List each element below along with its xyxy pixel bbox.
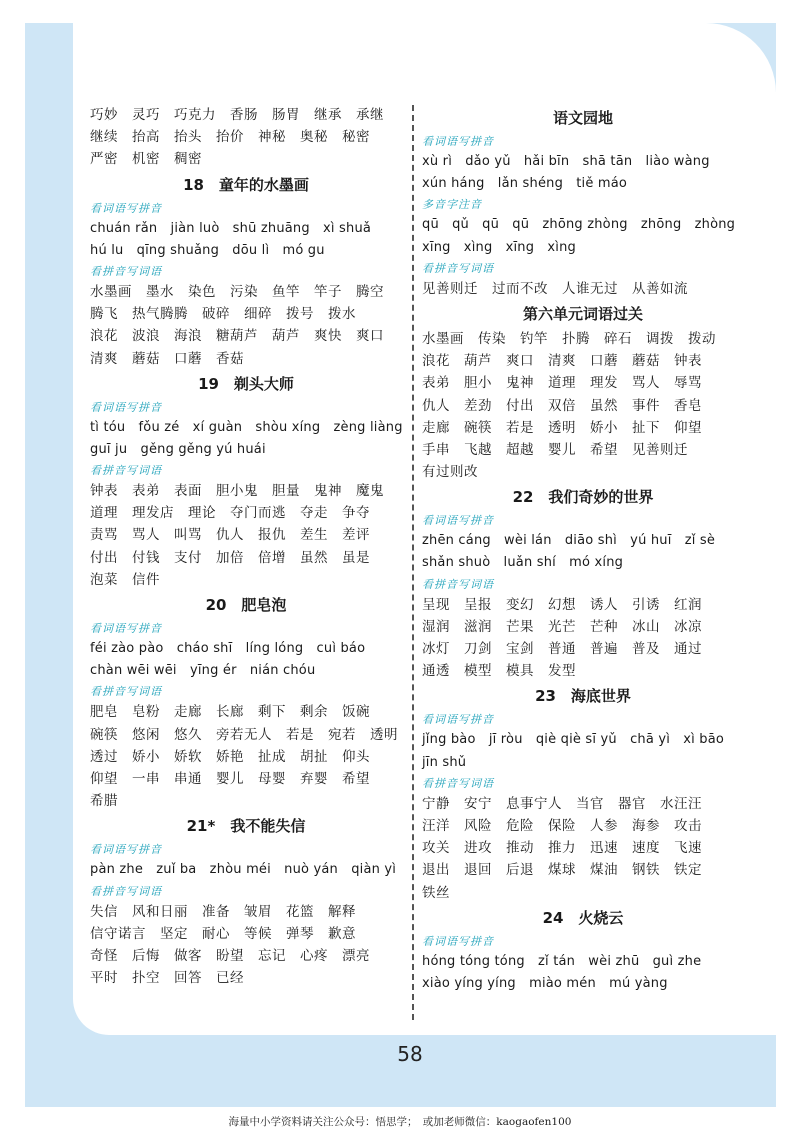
word-line: 有过则改 [422,464,478,481]
pinyin-line: xún háng lǎn shéng tiě máo [422,176,628,192]
word-line: 透过 娇小 娇软 娇艳 扯成 胡扯 仰头 [90,748,370,765]
exercise-subheading: 看拼音写词语 [90,884,162,898]
exercise-subheading: 看词语写拼音 [422,934,494,948]
lesson-heading: 19 剃头大师 [198,374,294,393]
word-line: 责骂 骂人 叫骂 仇人 报仇 差生 差评 [90,527,370,544]
word-line: 攻关 进攻 推动 推力 迅速 速度 飞速 [422,840,702,857]
pinyin-line: xù rì dǎo yǔ hǎi bīn shā tān liào wàng [422,154,710,169]
lesson-heading: 23 海底世界 [535,687,631,706]
word-line: 铁丝 [422,884,450,901]
word-line: 碗筷 悠闲 悠久 旁若无人 若是 宛若 透明 [90,726,398,743]
word-line: 道理 理发店 理论 夺门而逃 夺走 争夺 [90,505,370,522]
pinyin-line: guī ju gěng gěng yú huái [90,441,266,457]
exercise-subheading: 看拼音写词语 [422,261,494,275]
word-line: 冰灯 刀剑 宝剑 普通 普遍 普及 通过 [422,641,702,657]
pinyin-line: qū qǔ qū qū zhōng zhòng zhōng zhòng [422,217,736,233]
word-line: 希腊 [90,793,118,810]
exercise-subheading: 多音字注音 [422,198,482,212]
word-line: 巧妙 灵巧 巧克力 香肠 肠胃 继承 承继 [90,107,384,123]
word-line: 宁静 安宁 息事宁人 当官 器官 水汪汪 [422,795,702,812]
pinyin-line: tì tóu fǒu zé xí guàn shòu xíng zèng liàng [90,419,403,435]
pinyin-line: jǐng bào jī ròu qiè qiè sī yǔ chā yì xì bāo [422,732,725,748]
lesson-heading: 22 我们奇妙的世界 [512,488,654,507]
lesson-heading: 20 肥皂泡 [205,596,287,614]
lesson-heading: 语文园地 [552,109,613,127]
left-column [90,104,402,989]
exercise-subheading: 看拼音写词语 [90,685,162,699]
lesson-heading: 21* 我不能失信 [186,817,306,836]
pinyin-line: pàn zhe zuǐ ba zhòu méi nuò yán qiàn yì [90,862,397,878]
word-line: 走廊 碗筷 若是 透明 娇小 扯下 仰望 [422,419,702,436]
word-line: 失信 风和日丽 准备 皱眉 花篮 解释 [90,903,356,920]
word-line: 肥皂 皂粉 走廊 长廊 剩下 剩余 饭碗 [90,704,370,721]
pinyin-line: chuán rǎn jiàn luò shū zhuāng xì shuǎ [90,220,372,236]
pinyin-line: féi zào pào cháo shī líng lóng cuì báo [90,641,366,656]
exercise-subheading: 看词语写拼音 [422,514,494,528]
word-line: 继续 抬高 抬头 抬价 神秘 奥秘 秘密 [90,129,370,146]
right-column [422,104,744,995]
word-line: 泡菜 信件 [90,571,160,588]
word-line: 严密 机密 稠密 [90,151,202,168]
word-line: 手串 飞越 超越 婴儿 希望 见善则迁 [422,441,688,458]
column-divider [412,105,414,1020]
word-line: 水墨画 墨水 染色 污染 鱼竿 竿子 腾空 [90,283,384,300]
pinyin-line: hóng tóng tóng zǐ tán wèi zhū guì zhe [422,953,702,969]
pinyin-line: chàn wēi wēi yīng ér nián chóu [90,663,316,679]
exercise-subheading: 看拼音写词语 [422,577,494,591]
exercise-subheading: 看词语写拼音 [90,400,162,414]
word-line: 呈现 呈报 变幻 幻想 诱人 引诱 红润 [422,596,702,613]
word-line: 平时 扑空 回答 已经 [90,970,244,987]
word-line: 仇人 差劲 付出 双倍 虽然 事件 香皂 [422,397,702,414]
page-number: 58 [397,1042,423,1066]
pinyin-line: xīng xìng xīng xìng [422,239,576,255]
pinyin-line: jīn shǔ [422,754,467,770]
exercise-subheading: 看拼音写词语 [90,264,162,278]
word-line: 汪洋 风险 危险 保险 人参 海参 攻击 [422,817,702,834]
exercise-subheading: 看词语写拼音 [422,135,494,148]
word-line: 浪花 葫芦 爽口 清爽 口蘑 蘑菇 钟表 [422,353,702,370]
word-line: 奇怪 后悔 做客 盼望 忘记 心疼 漂亮 [90,947,370,964]
exercise-subheading: 看拼音写词语 [90,464,162,478]
pinyin-line: shǎn shuò luǎn shí mó xíng [422,555,624,571]
content-card-top [73,23,776,103]
word-line: 钟表 表弟 表面 胆小鬼 胆量 鬼神 魔鬼 [90,483,384,500]
word-line: 退出 退回 后退 煤球 煤油 钢铁 铁定 [422,862,702,879]
word-line: 清爽 蘑菇 口蘑 香菇 [90,350,244,367]
word-line: 仰望 一串 串通 婴儿 母婴 弃婴 希望 [90,770,370,787]
exercise-subheading: 看词语写拼音 [90,201,162,215]
exercise-subheading: 看词语写拼音 [422,713,494,727]
word-line: 浪花 波浪 海浪 糖葫芦 葫芦 爽快 爽口 [90,328,384,345]
word-line: 表弟 胆小 鬼神 道理 理发 骂人 辱骂 [422,375,702,392]
pinyin-line: xiào yíng yíng miào mén mú yàng [422,975,668,991]
footer-note: 海量中小学资料请关注公众号：悟思学； 或加老师微信：kaogaofen100 [228,1116,572,1128]
lesson-heading: 24 火烧云 [542,908,624,927]
lesson-heading: 18 童年的水墨画 [183,175,309,194]
exercise-subheading: 看拼音写词语 [422,776,494,790]
exercise-subheading: 看词语写拼音 [90,622,162,635]
word-line: 见善则迁 过而不改 人谁无过 从善如流 [422,280,688,297]
lesson-heading: 第六单元词语过关 [522,304,643,323]
pinyin-line: hú lu qīng shuǎng dōu lì mó gu [90,242,325,258]
word-line: 湿润 滋润 芒果 光芒 芒种 冰山 冰凉 [422,618,702,635]
word-line: 付出 付钱 支付 加倍 倍增 虽然 虽是 [90,549,370,566]
word-line: 腾飞 热气腾腾 破碎 细碎 拨号 拨水 [90,306,356,323]
word-line: 水墨画 传染 钓竿 扑腾 碎石 调拨 拨动 [422,330,716,347]
pinyin-line: zhēn cáng wèi lán diāo shì yú huī zǐ sè [422,533,716,549]
exercise-subheading: 看词语写拼音 [90,843,162,857]
word-line: 通透 模型 模具 发型 [422,663,576,680]
word-line: 信守诺言 坚定 耐心 等候 弹琴 歉意 [90,925,356,942]
